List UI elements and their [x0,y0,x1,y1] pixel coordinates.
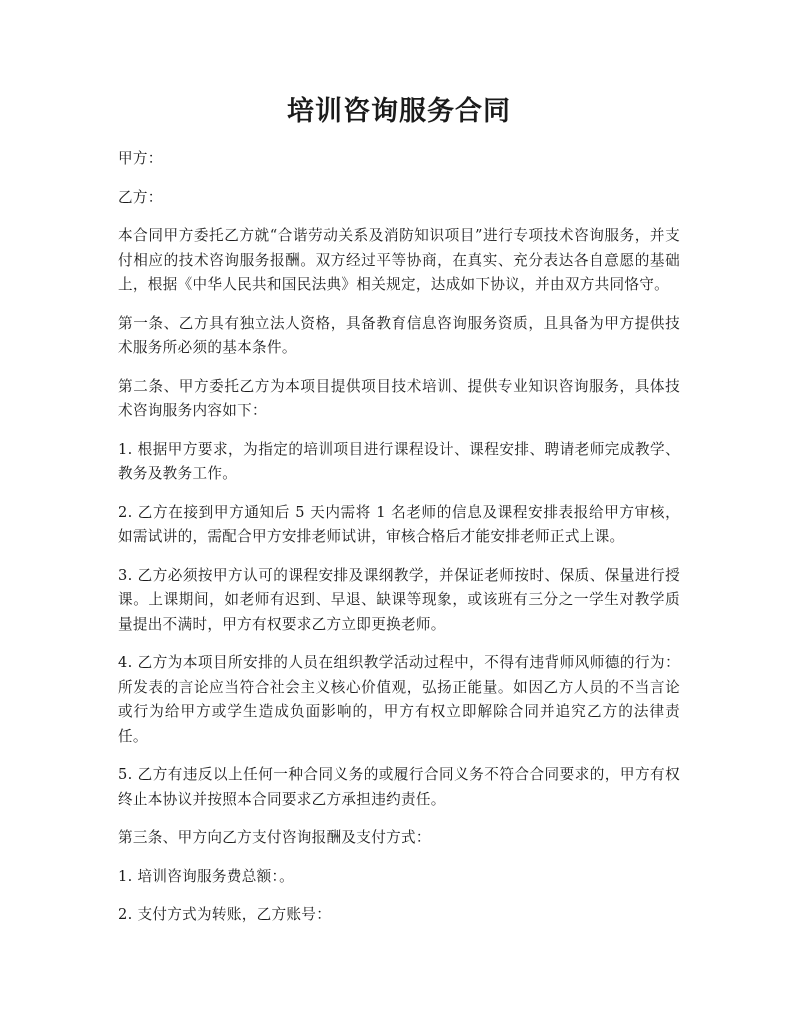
article-1: 第一条、乙方具有独立法人资格，具备教育信息咨询服务资质，且具备为甲方提供技术服务所必须的基本条件。 [118,314,680,356]
article-2-item-1: 1. 根据甲方要求，为指定的培训项目进行课程设计、课程安排、聘请老师完成教学、教务及教务工作。 [118,440,680,482]
article-3-item-1: 1. 培训咨询服务费总额：。 [118,867,294,885]
document-body [118,147,680,942]
party-b-line: 乙方： [118,188,163,206]
intro-paragraph: 本合同甲方委托乙方就“合谐劳动关系及消防知识项目”进行专项技术咨询服务，并支付相应的技术咨询服务报酬。双方经过平等协商，在真实、充分表达各自意愿的基础上，根据《中华人民共和国民法典》相关规定，达成如下协议，并由双方共同恪守。 [118,227,680,293]
article-3-item-2: 2. 支付方式为转账，乙方账号： [118,906,332,923]
party-a-line: 甲方： [118,150,163,167]
article-2-item-3: 3. 乙方必须按甲方认可的课程安排及课纲教学，并保证老师按时、保质、保量进行授课。上课期间，如老师有迟到、早退、缺课等现象，或该班有三分之一学生对教学质量提出不满时，甲方有权要求乙方立即更换老师。 [118,566,680,633]
article-3: 第三条、甲方向乙方支付咨询报酬及支付方式： [118,829,431,846]
document-title: 培训咨询服务合同 [287,96,511,127]
article-2-item-2: 2. 乙方在接到甲方通知后 5 天内需将 1 名老师的信息及课程安排表报给甲方审核，如需试讲的，需配合甲方安排老师试讲，审核合格后才能安排老师正式上课。 [118,503,680,545]
article-2-item-5: 5. 乙方有违反以上任何一种合同义务的或履行合同义务不符合合同要求的，甲方有权终止本协议并按照本合同要求乙方承担违约责任。 [118,766,680,808]
article-2-item-4: 4. 乙方为本项目所安排的人员在组织教学活动过程中，不得有违背师风师德的行为：所发表的言论应当符合社会主义核心价值观，弘扬正能量。如因乙方人员的不当言论或行为给甲方或学生造成负面影响的，甲方有权立即解除合同并追究乙方的法律责任。 [118,654,680,745]
article-2: 第二条、甲方委托乙方为本项目提供项目技术培训、提供专业知识咨询服务，具体技术咨询服务内容如下： [118,377,680,419]
